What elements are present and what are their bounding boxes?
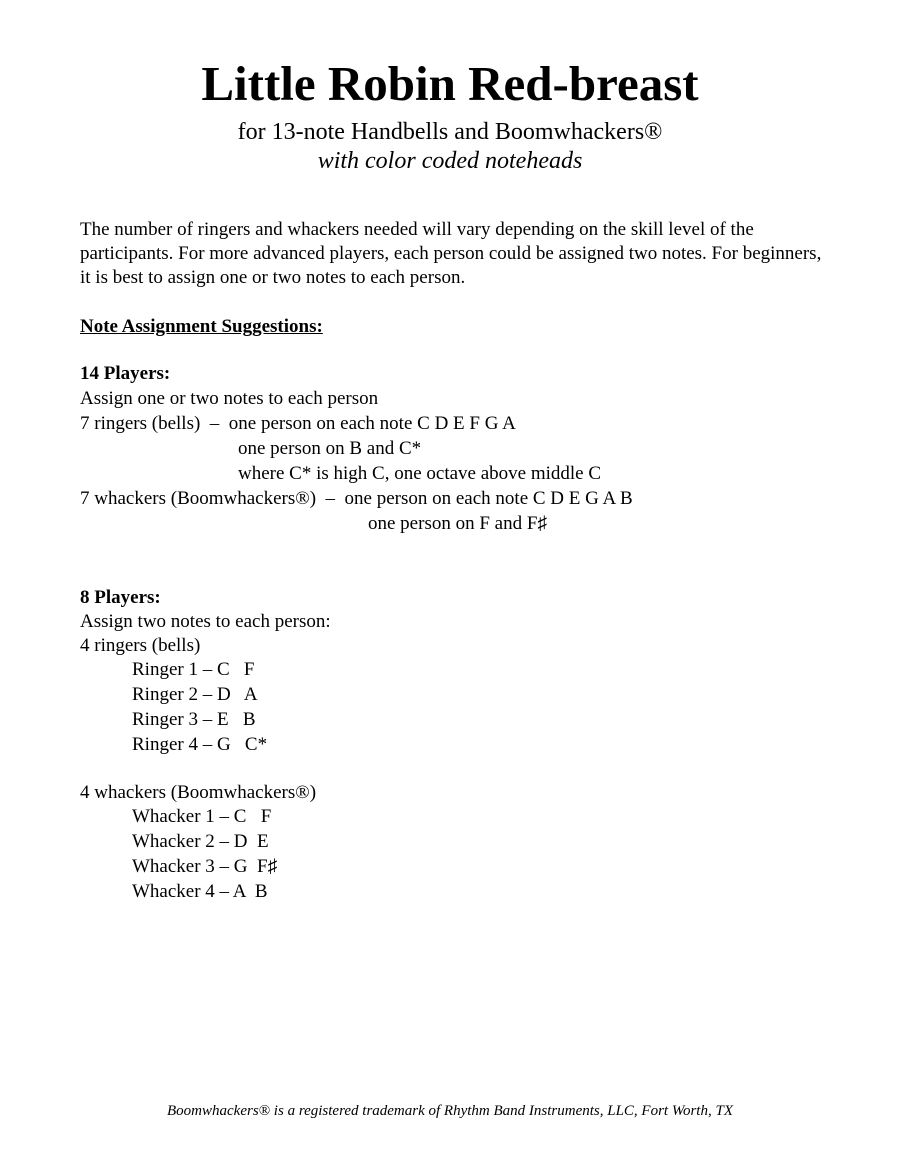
players14-ringers-line3: where C* is high C, one octave above middle C [238, 463, 602, 484]
ringer-assignment: Ringer 3 – E B [132, 709, 256, 730]
subtitle-italic: with color coded noteheads [317, 148, 583, 174]
whacker-assignment: Whacker 2 – D E [132, 831, 269, 852]
section-heading: Note Assignment Suggestions: [80, 316, 323, 337]
whacker-assignment: Whacker 1 – C F [132, 806, 272, 827]
intro-paragraph: The number of ringers and whackers needed will vary depending on the skill level of the participants. For more advanced players, each person could be assigned two notes. For beginners, it is best to assign one or two notes to each person. [80, 219, 822, 288]
trademark-footer: Boomwhackers® is a registered trademark of Rhythm Band Instruments, LLC, Fort Worth, TX [167, 1103, 733, 1119]
page-title: Little Robin Red-breast [201, 56, 699, 111]
players14-instruction: Assign one or two notes to each person [80, 388, 379, 409]
players14-whackers-line2: one person on F and F♯ [368, 513, 547, 534]
ringer-assignment: Ringer 4 – G C* [132, 734, 268, 755]
players14-ringers-line: 7 ringers (bells) – one person on each note C D E F G A [80, 413, 516, 434]
players14-heading: 14 Players: [80, 363, 171, 384]
players8-instruction: Assign two notes to each person: [80, 611, 331, 632]
subtitle: for 13-note Handbells and Boomwhackers® [237, 119, 663, 145]
players14-ringers-line2: one person on B and C* [238, 438, 422, 459]
players8-ringers-label: 4 ringers (bells) [80, 635, 201, 656]
whacker-assignment: Whacker 3 – G F♯ [132, 856, 278, 877]
ringer-assignment: Ringer 1 – C F [132, 659, 255, 680]
ringer-assignment: Ringer 2 – D A [132, 684, 258, 705]
players8-whackers-label: 4 whackers (Boomwhackers®) [80, 782, 317, 803]
whacker-assignment: Whacker 4 – A B [132, 881, 268, 902]
players14-whackers-line: 7 whackers (Boomwhackers®) – one person on each note C D E G A B [80, 488, 633, 509]
players8-heading: 8 Players: [80, 587, 161, 608]
